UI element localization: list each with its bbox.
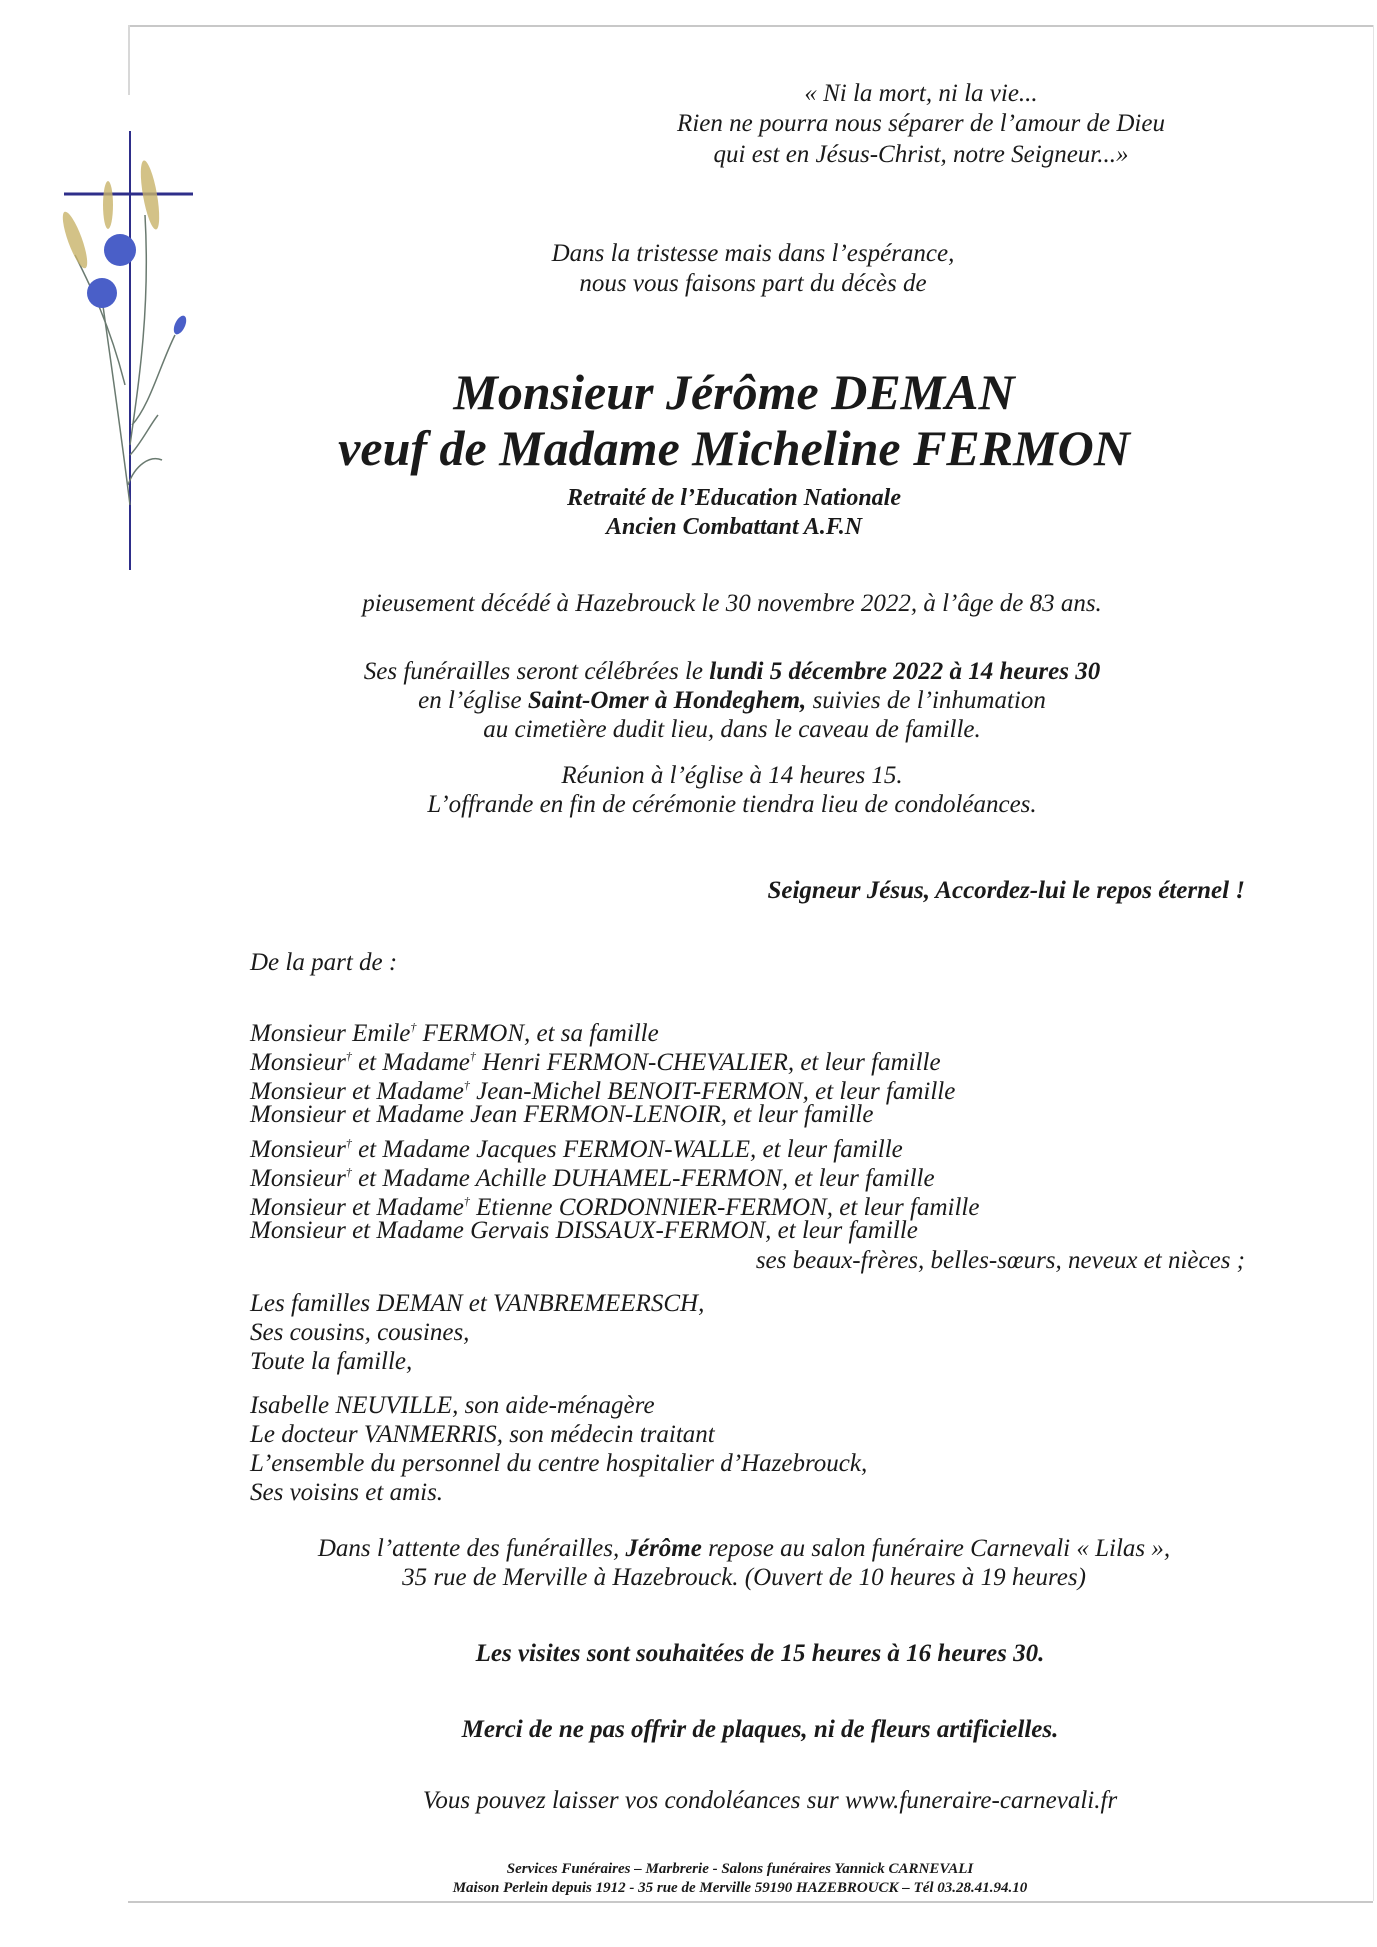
- quote-line: « Ni la mort, ni la vie...: [804, 80, 1038, 107]
- title-line: Retraité de l’Education Nationale: [567, 485, 901, 511]
- others-line: Isabelle NEUVILLE, son aide-ménagère: [250, 1392, 655, 1419]
- frame-right-border: [1373, 25, 1374, 1901]
- family-line: Monsieur et Madame† Jean-Michel BENOIT-FERMON, et leur famille: [250, 1078, 956, 1105]
- footer-line: Services Funéraires – Marbrerie - Salons funéraires Yannick CARNEVALI: [506, 1861, 974, 1877]
- meeting-line: L’offrande en fin de cérémonie tiendra lieu de condoléances.: [427, 791, 1037, 818]
- death-notice: pieusement décédé à Hazebrouck le 30 novembre 2022, à l’âge de 83 ans.: [362, 590, 1102, 617]
- funeral-line: Ses funérailles seront célébrées le lundi 5 décembre 2022 à 14 heures 30: [363, 658, 1101, 685]
- others-line: Le docteur VANMERRIS, son médecin traitant: [250, 1421, 715, 1448]
- family-line: Monsieur et Madame† Etienne CORDONNIER-FERMON, et leur famille: [250, 1194, 980, 1221]
- family-line: Monsieur† et Madame† Henri FERMON-CHEVALIER, et leur famille: [250, 1049, 941, 1076]
- quote-line: qui est en Jésus-Christ, notre Seigneur...»: [713, 141, 1129, 168]
- title-line: Ancien Combattant A.F.N: [605, 514, 863, 540]
- frame-top-border: [128, 25, 1373, 27]
- from-label: De la part de :: [250, 949, 398, 976]
- meeting-line: Réunion à l’église à 14 heures 15.: [561, 762, 903, 789]
- cross-with-cornflowers-icon: [40, 125, 210, 575]
- intro-line: Dans la tristesse mais dans l’espérance,: [551, 240, 955, 267]
- rest-line: Dans l’attente des funérailles, Jérôme repose au salon funéraire Carnevali « Lilas »,: [317, 1535, 1171, 1562]
- prayer: Seigneur Jésus, Accordez-lui le repos éternel !: [767, 877, 1245, 904]
- families-line: Les familles DEMAN et VANBREMEERSCH,: [250, 1290, 705, 1317]
- families-line: Ses cousins, cousines,: [250, 1319, 470, 1346]
- family-line: Monsieur† et Madame Achille DUHAMEL-FERMON, et leur famille: [250, 1165, 935, 1192]
- relatives-line: ses beaux-frères, belles-sœurs, neveux et nièces ;: [755, 1247, 1245, 1274]
- condolences-notice: Vous pouvez laisser vos condoléances sur www.funeraire-carnevali.fr: [422, 1787, 1118, 1814]
- funeral-line: au cimetière dudit lieu, dans le caveau de famille.: [483, 716, 981, 743]
- family-line: Monsieur et Madame Gervais DISSAUX-FERMON, et leur famille: [250, 1217, 918, 1244]
- family-line: Monsieur et Madame Jean FERMON-LENOIR, et leur famille: [250, 1101, 874, 1128]
- deceased-name: Monsieur Jérôme DEMAN: [453, 364, 1015, 420]
- rest-line: 35 rue de Merville à Hazebrouck. (Ouvert de 10 heures à 19 heures): [402, 1564, 1086, 1591]
- others-line: L’ensemble du personnel du centre hospitalier d’Hazebrouck,: [250, 1450, 868, 1477]
- frame-bottom-border: [128, 1901, 1373, 1903]
- family-line: Monsieur† et Madame Jacques FERMON-WALLE, et leur famille: [250, 1136, 903, 1163]
- family-line: Monsieur Emile† FERMON, et sa famille: [250, 1020, 659, 1047]
- intro-line: nous vous faisons part du décès de: [579, 270, 927, 297]
- footer-line: Maison Perlein depuis 1912 - 35 rue de Merville 59190 HAZEBROUCK – Tél 03.28.41.94.10: [452, 1880, 1028, 1896]
- visits-notice: Les visites sont souhaitées de 15 heures à 16 heures 30.: [475, 1640, 1045, 1667]
- others-line: Ses voisins et amis.: [250, 1479, 444, 1506]
- no-flowers-notice: Merci de ne pas offrir de plaques, ni de fleurs artificielles.: [461, 1716, 1059, 1743]
- frame-left-border: [128, 25, 130, 95]
- spouse-name: veuf de Madame Micheline FERMON: [338, 420, 1130, 476]
- funeral-line: en l’église Saint-Omer à Hondeghem, suivies de l’inhumation: [418, 687, 1046, 714]
- quote-line: Rien ne pourra nous séparer de l’amour de Dieu: [677, 110, 1165, 137]
- families-line: Toute la famille,: [250, 1348, 413, 1375]
